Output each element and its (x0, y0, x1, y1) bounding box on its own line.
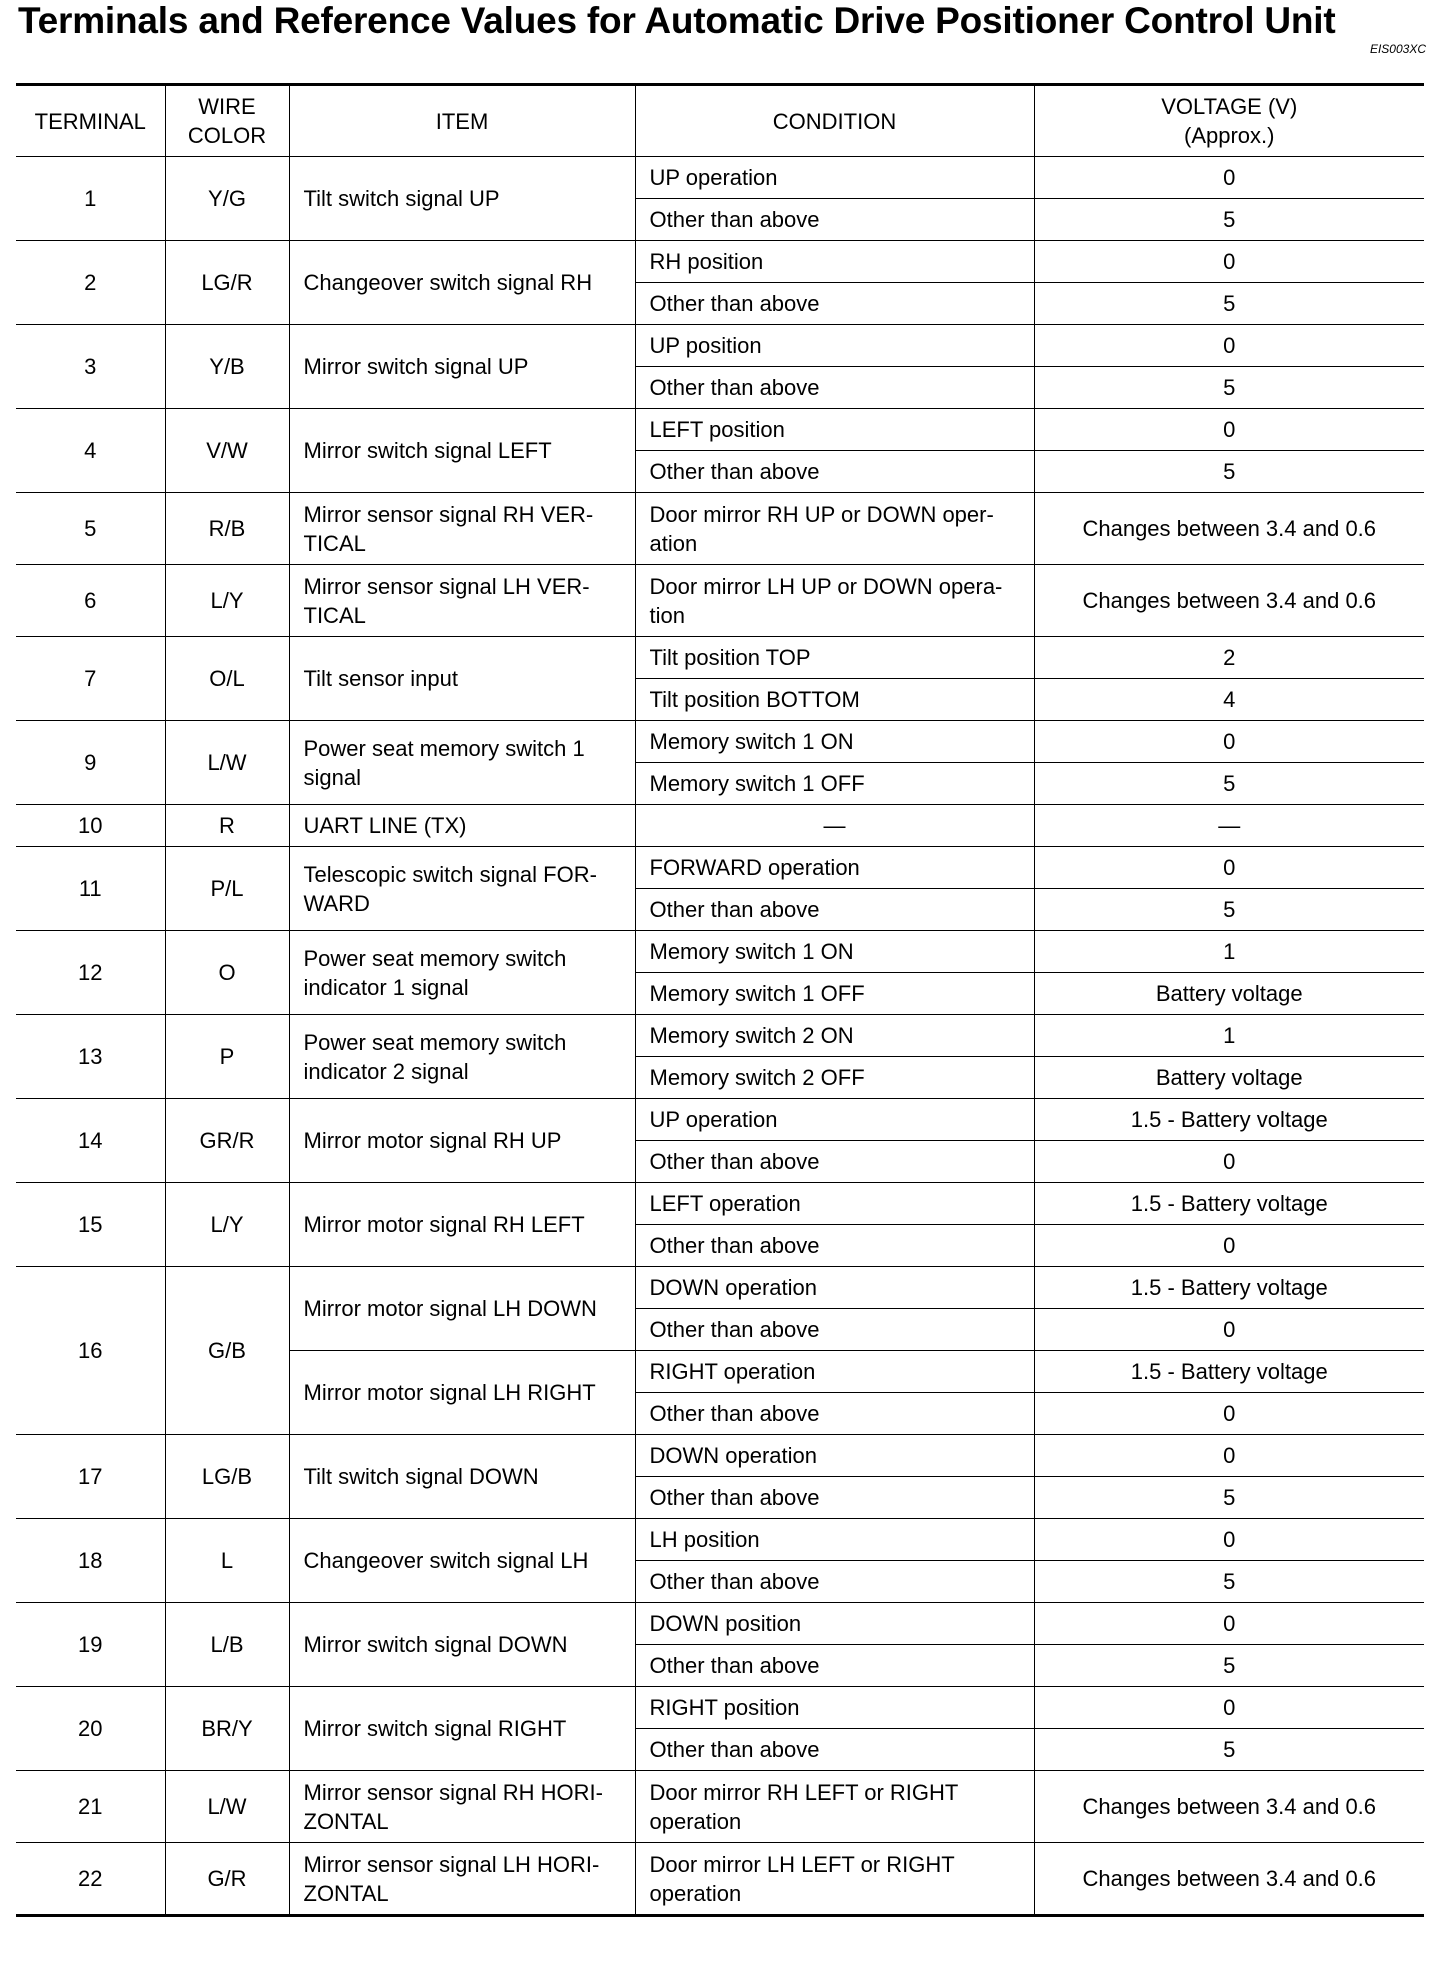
terminal-cell: 10 (16, 805, 165, 847)
condition-cell: Other than above (635, 1729, 1034, 1771)
voltage-cell: 0 (1034, 1393, 1424, 1435)
item-cell: Mirror sensor signal RH VER-TICAL (289, 493, 635, 565)
condition-cell: Other than above (635, 1141, 1034, 1183)
terminal-cell: 20 (16, 1687, 165, 1771)
header-voltage (1034, 85, 1424, 157)
voltage-cell: 1.5 - Battery voltage (1034, 1267, 1424, 1309)
condition-cell: LEFT position (635, 409, 1034, 451)
voltage-cell: 0 (1034, 1141, 1424, 1183)
voltage-cell: 0 (1034, 1435, 1424, 1477)
voltage-cell: 1 (1034, 1015, 1424, 1057)
wire-color-cell: L/W (165, 721, 289, 805)
wire-color-cell: L/Y (165, 565, 289, 637)
terminal-cell: 1 (16, 157, 165, 241)
item-cell: Telescopic switch signal FOR-WARD (289, 847, 635, 931)
voltage-cell: 1.5 - Battery voltage (1034, 1099, 1424, 1141)
condition-cell: FORWARD operation (635, 847, 1034, 889)
item-cell: Mirror sensor signal LH VER-TICAL (289, 565, 635, 637)
header-condition: CONDITION (635, 85, 1034, 157)
voltage-cell: Changes between 3.4 and 0.6 (1034, 565, 1424, 637)
table-row (16, 1183, 1424, 1225)
voltage-cell: 5 (1034, 451, 1424, 493)
terminal-cell: 17 (16, 1435, 165, 1519)
item-cell: UART LINE (TX) (289, 805, 635, 847)
terminal-cell: 13 (16, 1015, 165, 1099)
terminal-cell: 15 (16, 1183, 165, 1267)
voltage-cell: 5 (1034, 1477, 1424, 1519)
terminal-cell: 7 (16, 637, 165, 721)
item-cell: Power seat memory switch 1 signal (289, 721, 635, 805)
wire-color-cell: O (165, 931, 289, 1015)
item-cell: Mirror switch signal RIGHT (289, 1687, 635, 1771)
terminal-cell: 16 (16, 1267, 165, 1435)
voltage-cell: Changes between 3.4 and 0.6 (1034, 493, 1424, 565)
header-wire-color-line1: WIRE (198, 94, 256, 119)
voltage-cell: 0 (1034, 847, 1424, 889)
voltage-cell: 5 (1034, 1645, 1424, 1687)
voltage-cell: 0 (1034, 721, 1424, 763)
item-cell: Mirror switch signal DOWN (289, 1603, 635, 1687)
condition-cell: Other than above (635, 889, 1034, 931)
terminal-cell: 12 (16, 931, 165, 1015)
table-row (16, 493, 1424, 565)
item-cell: Mirror motor signal LH RIGHT (289, 1351, 635, 1435)
item-cell: Mirror sensor signal LH HORI-ZONTAL (289, 1843, 635, 1916)
condition-cell: LEFT operation (635, 1183, 1034, 1225)
table-row (16, 1435, 1424, 1477)
item-cell: Changeover switch signal RH (289, 241, 635, 325)
table-row (16, 721, 1424, 763)
wire-color-cell: V/W (165, 409, 289, 493)
item-cell: Mirror motor signal LH DOWN (289, 1267, 635, 1351)
voltage-cell: 5 (1034, 199, 1424, 241)
header-voltage-line2: (Approx.) (1184, 123, 1275, 148)
terminal-cell: 5 (16, 493, 165, 565)
voltage-cell: 5 (1034, 1729, 1424, 1771)
table-row (16, 1843, 1424, 1916)
table-row (16, 1771, 1424, 1843)
condition-cell: Tilt position TOP (635, 637, 1034, 679)
item-cell: Tilt sensor input (289, 637, 635, 721)
voltage-cell: 1 (1034, 931, 1424, 973)
voltage-cell: 0 (1034, 241, 1424, 283)
condition-cell: Other than above (635, 1225, 1034, 1267)
voltage-cell: Battery voltage (1034, 973, 1424, 1015)
voltage-cell: Changes between 3.4 and 0.6 (1034, 1771, 1424, 1843)
voltage-cell: 5 (1034, 283, 1424, 325)
wire-color-cell: P/L (165, 847, 289, 931)
item-cell: Mirror motor signal RH LEFT (289, 1183, 635, 1267)
table-row (16, 1603, 1424, 1645)
condition-cell: UP operation (635, 1099, 1034, 1141)
item-cell: Tilt switch signal UP (289, 157, 635, 241)
condition-cell: Door mirror LH LEFT or RIGHT operation (635, 1843, 1034, 1916)
terminal-cell: 2 (16, 241, 165, 325)
voltage-cell: 5 (1034, 367, 1424, 409)
condition-cell: LH position (635, 1519, 1034, 1561)
voltage-cell: Changes between 3.4 and 0.6 (1034, 1843, 1424, 1916)
item-cell: Mirror motor signal RH UP (289, 1099, 635, 1183)
item-cell: Changeover switch signal LH (289, 1519, 635, 1603)
condition-cell: — (635, 805, 1034, 847)
condition-cell: Memory switch 2 OFF (635, 1057, 1034, 1099)
table-row (16, 847, 1424, 889)
header-wire-color (165, 85, 289, 157)
header-wire-color-line2: COLOR (187, 123, 267, 148)
condition-cell: RIGHT position (635, 1687, 1034, 1729)
condition-cell: Door mirror RH UP or DOWN oper-ation (635, 493, 1034, 565)
wire-color-cell: BR/Y (165, 1687, 289, 1771)
table-row (16, 1099, 1424, 1141)
terminal-cell: 21 (16, 1771, 165, 1843)
voltage-cell: 5 (1034, 889, 1424, 931)
voltage-cell: 0 (1034, 409, 1424, 451)
wire-color-cell: LG/R (165, 241, 289, 325)
wire-color-cell: P (165, 1015, 289, 1099)
table-header-row (16, 85, 1424, 157)
table-row (16, 1687, 1424, 1729)
condition-cell: Other than above (635, 1477, 1034, 1519)
table-row (16, 409, 1424, 451)
table-row (16, 565, 1424, 637)
wire-color-cell: G/B (165, 1267, 289, 1435)
wire-color-cell: L/W (165, 1771, 289, 1843)
terminal-cell: 19 (16, 1603, 165, 1687)
table-body (16, 157, 1424, 1916)
condition-cell: Other than above (635, 367, 1034, 409)
terminal-cell: 22 (16, 1843, 165, 1916)
table-row (16, 241, 1424, 283)
condition-cell: RH position (635, 241, 1034, 283)
terminal-reference-table (16, 83, 1424, 1917)
condition-cell: Other than above (635, 1393, 1034, 1435)
condition-cell: DOWN operation (635, 1435, 1034, 1477)
voltage-cell: 0 (1034, 1309, 1424, 1351)
terminal-cell: 9 (16, 721, 165, 805)
wire-color-cell: L (165, 1519, 289, 1603)
condition-cell: UP position (635, 325, 1034, 367)
voltage-cell: 1.5 - Battery voltage (1034, 1351, 1424, 1393)
terminal-cell: 18 (16, 1519, 165, 1603)
voltage-cell: 5 (1034, 763, 1424, 805)
voltage-cell: 0 (1034, 1519, 1424, 1561)
page-title: Terminals and Reference Values for Automatic Drive Positioner Control Unit (18, 0, 1336, 41)
voltage-cell: 0 (1034, 1225, 1424, 1267)
wire-color-cell: R (165, 805, 289, 847)
condition-cell: UP operation (635, 157, 1034, 199)
condition-cell: Other than above (635, 283, 1034, 325)
condition-cell: Door mirror LH UP or DOWN opera-tion (635, 565, 1034, 637)
table-row (16, 805, 1424, 847)
wire-color-cell: Y/G (165, 157, 289, 241)
voltage-cell: 0 (1034, 1687, 1424, 1729)
wire-color-cell: L/Y (165, 1183, 289, 1267)
voltage-cell: Battery voltage (1034, 1057, 1424, 1099)
condition-cell: Memory switch 1 ON (635, 931, 1034, 973)
condition-cell: Door mirror RH LEFT or RIGHT operation (635, 1771, 1034, 1843)
table-row (16, 325, 1424, 367)
item-cell: Power seat memory switch indicator 2 signal (289, 1015, 635, 1099)
voltage-cell: 2 (1034, 637, 1424, 679)
condition-cell: Memory switch 1 OFF (635, 763, 1034, 805)
condition-cell: Other than above (635, 1561, 1034, 1603)
item-cell: Mirror sensor signal RH HORI-ZONTAL (289, 1771, 635, 1843)
wire-color-cell: LG/B (165, 1435, 289, 1519)
document-code: EIS003XC (1369, 42, 1426, 56)
table-row (16, 1519, 1424, 1561)
condition-cell: Memory switch 2 ON (635, 1015, 1034, 1057)
terminal-cell: 6 (16, 565, 165, 637)
voltage-cell: 0 (1034, 1603, 1424, 1645)
terminal-cell: 4 (16, 409, 165, 493)
terminal-cell: 11 (16, 847, 165, 931)
wire-color-cell: G/R (165, 1843, 289, 1916)
voltage-cell: 1.5 - Battery voltage (1034, 1183, 1424, 1225)
voltage-cell: — (1034, 805, 1424, 847)
table-row (16, 637, 1424, 679)
item-cell: Mirror switch signal LEFT (289, 409, 635, 493)
item-cell: Tilt switch signal DOWN (289, 1435, 635, 1519)
wire-color-cell: O/L (165, 637, 289, 721)
condition-cell: Other than above (635, 1309, 1034, 1351)
terminal-cell: 3 (16, 325, 165, 409)
item-cell: Power seat memory switch indicator 1 signal (289, 931, 635, 1015)
condition-cell: RIGHT operation (635, 1351, 1034, 1393)
table-row (16, 1267, 1424, 1309)
wire-color-cell: L/B (165, 1603, 289, 1687)
condition-cell: Memory switch 1 ON (635, 721, 1034, 763)
condition-cell: Other than above (635, 451, 1034, 493)
condition-cell: Tilt position BOTTOM (635, 679, 1034, 721)
voltage-cell: 0 (1034, 325, 1424, 367)
condition-cell: Other than above (635, 1645, 1034, 1687)
terminal-cell: 14 (16, 1099, 165, 1183)
table-row (16, 157, 1424, 199)
wire-color-cell: R/B (165, 493, 289, 565)
condition-cell: DOWN operation (635, 1267, 1034, 1309)
header-item: ITEM (289, 85, 635, 157)
voltage-cell: 5 (1034, 1561, 1424, 1603)
wire-color-cell: Y/B (165, 325, 289, 409)
condition-cell: DOWN position (635, 1603, 1034, 1645)
header-voltage-line1: VOLTAGE (V) (1161, 94, 1298, 119)
voltage-cell: 0 (1034, 157, 1424, 199)
header-terminal: TERMINAL (16, 85, 165, 157)
condition-cell: Other than above (635, 199, 1034, 241)
table-row (16, 1015, 1424, 1057)
condition-cell: Memory switch 1 OFF (635, 973, 1034, 1015)
wire-color-cell: GR/R (165, 1099, 289, 1183)
table-row (16, 931, 1424, 973)
voltage-cell: 4 (1034, 679, 1424, 721)
item-cell: Mirror switch signal UP (289, 325, 635, 409)
